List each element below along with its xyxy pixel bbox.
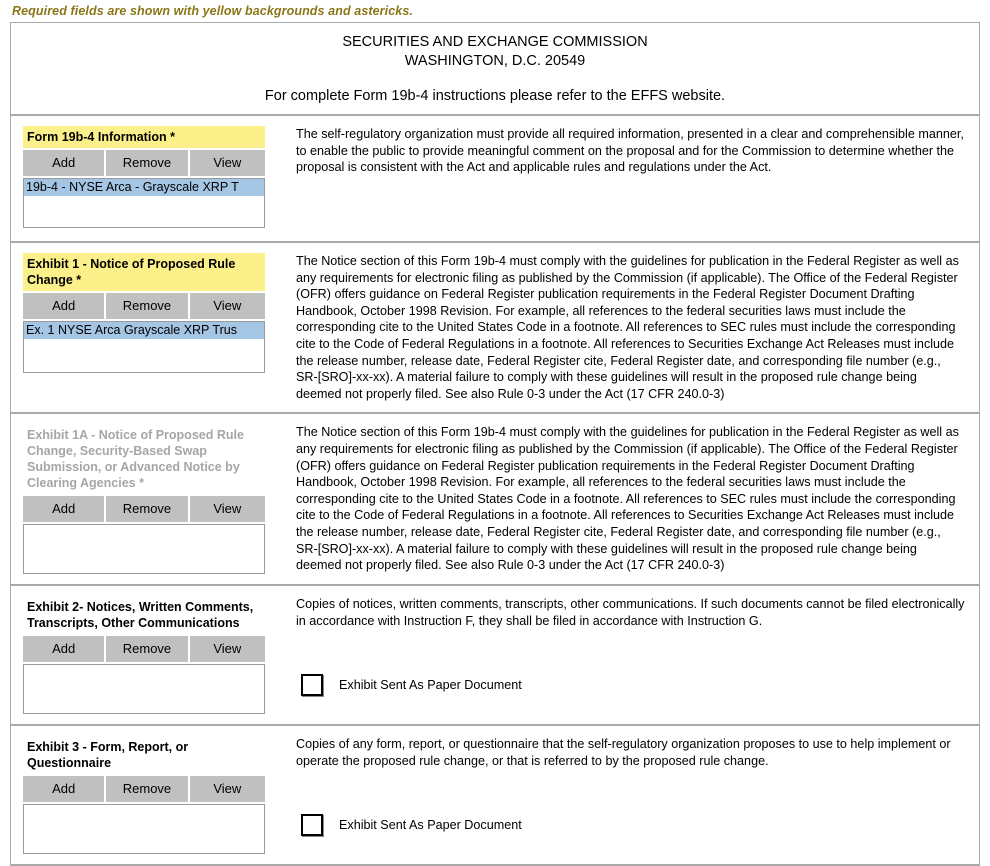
view-button[interactable]: View (190, 293, 265, 319)
form-frame (10, 22, 980, 866)
section-description-column (286, 116, 979, 241)
list-item[interactable]: 19b-4 - NYSE Arca - Grayscale XRP T (24, 179, 264, 196)
remove-button[interactable]: Remove (106, 776, 187, 802)
paper-document-row-exhibit-3 (301, 814, 965, 836)
section-label-form-19b4-information: Form 19b-4 Information * (23, 126, 265, 148)
attachment-listbox-exhibit-1[interactable] (23, 321, 265, 373)
view-button[interactable]: View (190, 636, 265, 662)
paper-document-row-exhibit-2 (301, 674, 965, 696)
remove-button[interactable]: Remove (106, 636, 187, 662)
form-instructions-line: For complete Form 19b-4 instructions please refer to the EFFS website. (264, 88, 726, 104)
view-button[interactable]: View (190, 496, 265, 522)
section-description-exhibit-1: The Notice section of this Form 19b-4 must comply with the guidelines for publication in the Federal Register as well as any requirements for electronic filing as published by the Commission (if applicable). The Office of the Federal Register (OFR) offers guidance on Federal Register publication requirements in the Federal Register Document Drafting Handbook, October 1998 Revision. For example, all references to the federal securities laws must include the corresponding cite to the United States Code in a footnote. All references to SEC rules must include the corresponding cite to the Code of Federal Regulations in a footnote. All references to Securities Exchange Act Releases must include the release number, release date, Federal Register cite, Federal Register date, and corresponding file number (e.g., SR-[SRO]-xx-xx). A material failure to comply with these guidelines will result in the proposed rule change being deemed not properly filed. See also Rule 0-3 under the Act (17 CFR 240.0-3) (296, 254, 959, 401)
agency-address: WASHINGTON, D.C. 20549 (404, 53, 586, 69)
attachment-listbox-form-19b4-information[interactable] (23, 178, 265, 228)
section-label-exhibit-2: Exhibit 2- Notices, Written Comments, Transcripts, Other Communications (23, 596, 265, 634)
button-bar-exhibit-1 (23, 293, 265, 319)
section-description-column (286, 586, 979, 724)
section-controls-column (11, 414, 286, 584)
section-controls-column (11, 116, 286, 241)
list-item[interactable]: Ex. 1 NYSE Arca Grayscale XRP Trus (24, 322, 264, 339)
paper-document-checkbox-label: Exhibit Sent As Paper Document (339, 677, 522, 692)
remove-button[interactable]: Remove (106, 496, 187, 522)
button-bar-exhibit-2 (23, 636, 265, 662)
attachment-listbox-exhibit-2[interactable] (23, 664, 265, 714)
section-form-19b4-information (11, 116, 979, 243)
section-description-exhibit-3: Copies of any form, report, or questionnaire that the self-regulatory organization proposes to use to help implement or operate the proposed rule change, or that is referred to by the proposed rule change. (296, 737, 951, 768)
button-bar-form-19b4-information (23, 150, 265, 176)
attachment-listbox-exhibit-1a[interactable] (23, 524, 265, 574)
button-bar-exhibit-3 (23, 776, 265, 802)
section-label-exhibit-1a: Exhibit 1A - Notice of Proposed Rule Change, Security-Based Swap Submission, or Advanced Notice by Clearing Agencies * (23, 424, 265, 494)
button-bar-exhibit-1a (23, 496, 265, 522)
section-description-exhibit-1a: The Notice section of this Form 19b-4 must comply with the guidelines for publication in the Federal Register as well as any requirements for electronic filing as published by the Commission (if applicable). The Office of the Federal Register (OFR) offers guidance on Federal Register publication requirements in the Federal Register Document Drafting Handbook, October 1998 Revision. For example, all references to the federal securities laws must include the corresponding cite to the United States Code in a footnote. All references to SEC rules must include the corresponding cite to the Code of Federal Regulations in a footnote. All references to Securities Exchange Act Releases must include the release number, release date, Federal Register cite, Federal Register date, and corresponding file number (e.g., SR-[SRO]-xx-xx). A material failure to comply with these guidelines will result in the proposed rule change being deemed not properly filed. See also Rule 0-3 under the Act (17 CFR 240.0-3) (296, 425, 959, 573)
section-description-column (286, 726, 979, 864)
section-description-column (286, 243, 979, 412)
remove-button[interactable]: Remove (106, 293, 187, 319)
paper-document-checkbox[interactable] (301, 814, 323, 836)
section-exhibit-2 (11, 586, 979, 726)
paper-document-checkbox[interactable] (301, 674, 323, 696)
section-exhibit-1a (11, 414, 979, 586)
section-label-exhibit-1: Exhibit 1 - Notice of Proposed Rule Change * (23, 253, 265, 291)
add-button[interactable]: Add (23, 150, 104, 176)
add-button[interactable]: Add (23, 636, 104, 662)
section-description-exhibit-2: Copies of notices, written comments, transcripts, other communications. If such documents cannot be filed electronically in accordance with Instruction F, they shall be filed in accordance with Instruction G. (296, 597, 965, 628)
section-label-exhibit-3: Exhibit 3 - Form, Report, or Questionnaire (23, 736, 265, 774)
view-button[interactable]: View (190, 150, 265, 176)
required-fields-notice: Required fields are shown with yellow backgrounds and astericks. (12, 4, 413, 18)
section-controls-column (11, 243, 286, 412)
add-button[interactable]: Add (23, 776, 104, 802)
remove-button[interactable]: Remove (106, 150, 187, 176)
add-button[interactable]: Add (23, 496, 104, 522)
section-description-column (286, 414, 979, 584)
form-header (11, 23, 979, 116)
add-button[interactable]: Add (23, 293, 104, 319)
section-exhibit-3 (11, 726, 979, 864)
section-description-form-19b4-information: The self-regulatory organization must provide all required information, presented in a clear and comprehensible manner, to enable the public to provide meaningful comment on the proposal and for the Commission to determine whether the proposal is consistent with the Act and applicable rules and regulations under the Act. (296, 127, 964, 175)
paper-document-checkbox-label: Exhibit Sent As Paper Document (339, 817, 522, 832)
attachment-listbox-exhibit-3[interactable] (23, 804, 265, 854)
section-controls-column (11, 726, 286, 864)
section-controls-column (11, 586, 286, 724)
section-exhibit-1 (11, 243, 979, 414)
agency-name: SECURITIES AND EXCHANGE COMMISSION (342, 34, 648, 50)
view-button[interactable]: View (190, 776, 265, 802)
